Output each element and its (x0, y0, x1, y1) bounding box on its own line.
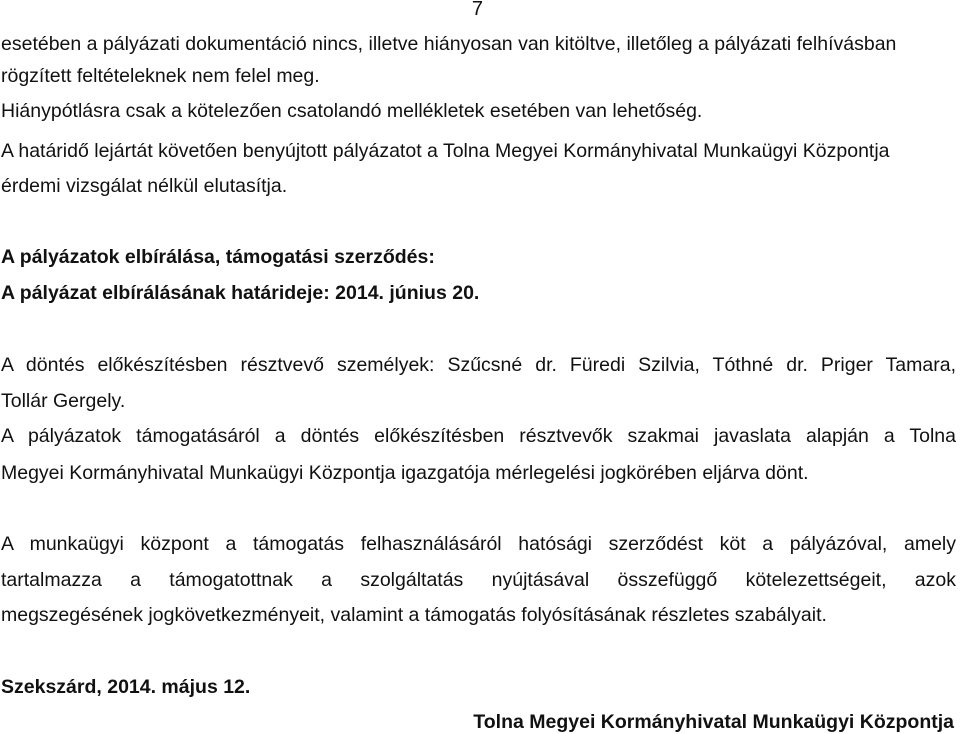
text-line: esetében a pályázati dokumentáció nincs, illetve hiányosan van kitöltve, illetőleg a pályázati felhívásban (1, 33, 897, 55)
signature-line: Tolna Megyei Kormányhivatal Munkaügyi Központja (473, 711, 954, 733)
text-line: A határidő lejártát követően benyújtott pályázatot a Tolna Megyei Kormányhivatal Munkaügyi Központja (1, 140, 890, 162)
deadline-heading: A pályázat elbírálásának határideje: 2014. június 20. (1, 282, 480, 304)
text-line: A munkaügyi központ a támogatás felhasználásáról hatósági szerződést köt a pályázóval, amely (1, 533, 956, 555)
text-line: érdemi vizsgálat nélkül elutasítja. (1, 175, 288, 197)
text-line: Megyei Kormányhivatal Munkaügyi Központja igazgatója mérlegelési jogkörében eljárva dönt. (1, 462, 809, 484)
date-line: Szekszárd, 2014. május 12. (1, 676, 251, 698)
text-line: rögzített feltételeknek nem felel meg. (1, 65, 320, 87)
text-line: Tollár Gergely. (1, 390, 126, 412)
section-heading: A pályázatok elbírálása, támogatási szerződés: (1, 246, 435, 268)
text-line: Hiánypótlásra csak a kötelezően csatolandó mellékletek esetében van lehetőség. (1, 100, 703, 122)
page-number: 7 (471, 0, 483, 20)
text-line: A döntés előkészítésben résztvevő személyek: Szűcsné dr. Füredi Szilvia, Tóthné dr. Priger Tamara, (1, 354, 956, 376)
text-line: megszegésének jogkövetkezményeit, valamint a támogatás folyósításának részletes szabályait. (1, 604, 827, 626)
text-line: A pályázatok támogatásáról a döntés előkészítésben résztvevők szakmai javaslata alapján a Tolna (1, 425, 956, 447)
text-line: tartalmazza a támogatottnak a szolgáltatás nyújtásával összefüggő kötelezettségeit, azok (1, 569, 956, 591)
